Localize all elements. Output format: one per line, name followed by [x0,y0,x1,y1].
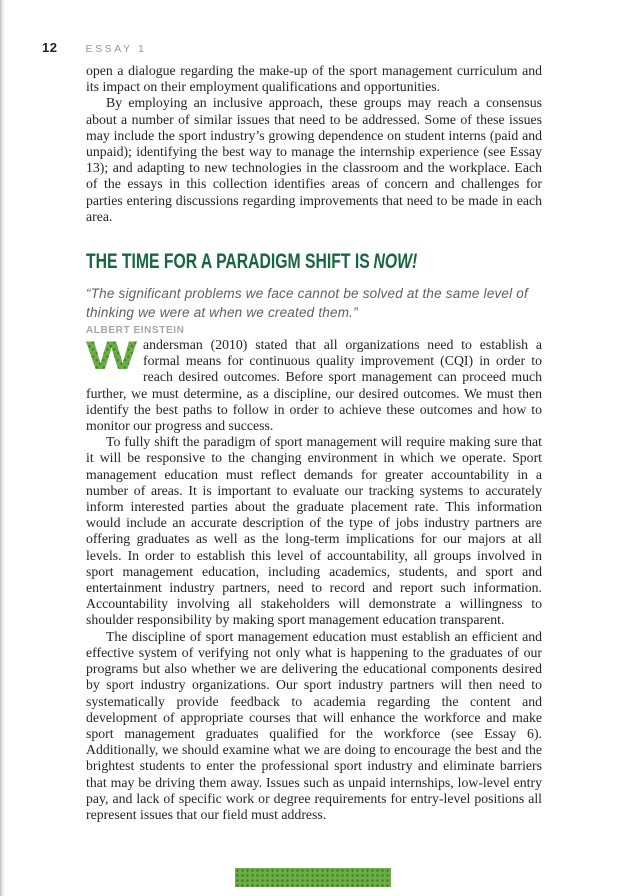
page-left-edge [0,0,5,896]
running-head-title: ESSAY 1 [85,43,147,55]
paragraph-wandersman-text: andersman (2010) stated that all organizations need to establish a formal means for continuous quality improvement (CQI) in order to reach desired outcomes. Before sport management can proceed much further, we must determine, as a discipline, our desired outcomes. We must then identify the best paths to follow in order to achieve these outcomes and how to monitor our progress and success. [86,337,542,434]
paragraph-inclusive-approach: By employing an inclusive approach, these groups may reach a consensus about a number of similar issues that need to be addressed. Some of these issues may include the sport industry’s growing dependence on student interns (paid and unpaid); identifying the best way to manage the internship experience (see Essay 13); and adapting to new technologies in the classroom and the workplace. Each of the essays in this collection identifies areas of concern and challenges for parties entering discussions regarding improvements that need to be made in each area. [86,95,542,224]
epigraph-quote: “The significant problems we face cannot be solved at the same level of thinking we were at when we created them.” [86,286,528,321]
section-heading [86,251,428,273]
page-body [86,63,542,823]
section-heading-main: THE TIME FOR A PARADIGM SHIFT IS [86,250,370,274]
footer-ornament-bar [235,868,391,887]
paragraph-wandersman [86,337,542,434]
epigraph-attribution: ALBERT EINSTEIN [86,325,185,337]
paragraph-discipline: The discipline of sport management education must establish an efficient and effective system of verifying not only what is happening to the graduates of our programs but also whether we are delivering the educational components desired by sport industry organizations. Our sport industry partners will then need to systematically provide feedback to academia regarding the content and development of appropriate courses that will enhance the workforce and make sport management graduates qualified for the workforce (see Essay 6). Additionally, we should examine what we are doing to encourage the best and the brightest students to enter the professional sport industry and eliminate barriers that may be driving them away. Issues such as unpaid internships, low-level entry pay, and lack of specific work or degree requirements for entry-level positions all represent issues that our field must address. [86,628,542,822]
running-header [42,40,146,55]
paragraph-paradigm-shift: To fully shift the paradigm of sport management will require making sure that it will be responsive to the changing environment in which we operate. Sport management education must reflect demands for greater accountability in a number of areas. It is important to evaluate our tracking systems to accurately inform interested parties about the graduate placement rate. This information would include an accurate description of the type of jobs industry partners are offering graduates as well as the long-term implications for our majors at all levels. In order to establish this level of accountability, all groups involved in sport management education, including academics, students, and sport and entertainment industry partners, need to record and report such information. Accountability involving all stakeholders will demonstrate a willingness to shoulder responsibility by making sport management education transparent. [86,434,542,628]
page-number: 12 [42,40,58,55]
paragraph-continuation: open a dialogue regarding the make-up of the sport management curriculum and its impact on their employment qualifications and opportunities. [86,63,542,95]
dropcap-w [86,339,137,371]
section-heading-emphasis: NOW! [373,250,418,274]
dropcap-letter: W [86,339,137,372]
